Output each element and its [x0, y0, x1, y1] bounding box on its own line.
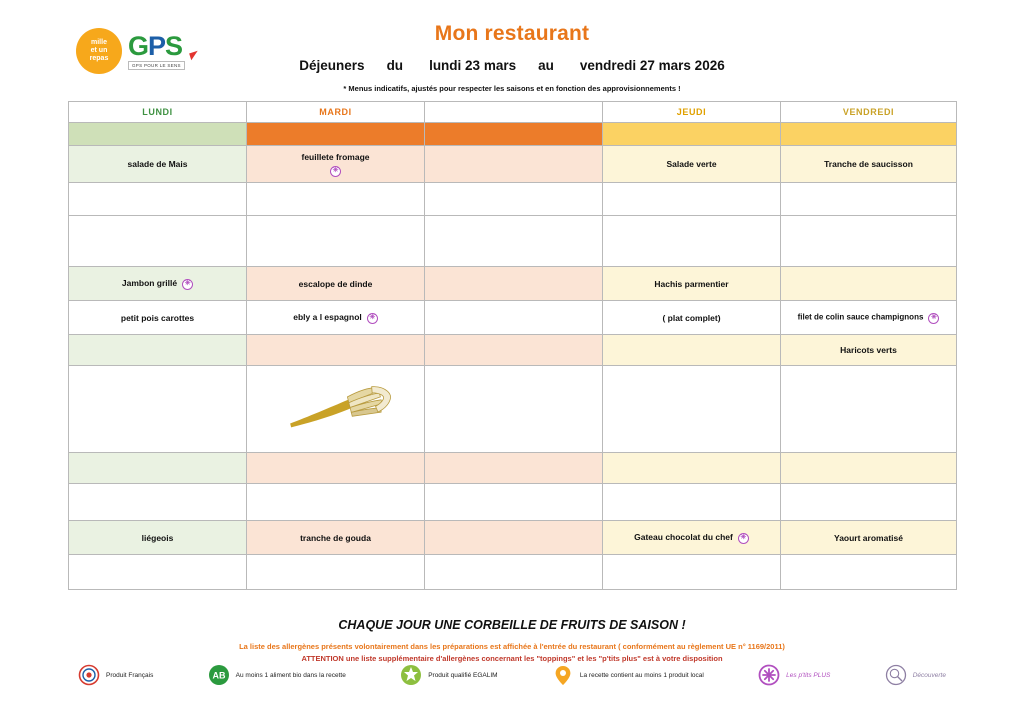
column-header-mercredi: [425, 102, 603, 123]
menu-cell-plat-lundi: [69, 267, 247, 301]
logo-mille-line3: repas: [89, 55, 109, 62]
attention-note: ATTENTION une liste supplémentaire d'allergènes concernant les "toppings" et les "p'tits plus" est à votre disposition: [301, 654, 723, 663]
legend-label: Produit qualifié EGALIM: [428, 671, 498, 679]
menu-cell-garniture-mardi: [247, 301, 425, 335]
menu-item-label: ebly a l espagnol: [293, 311, 362, 322]
gps-letter-g: G: [128, 30, 149, 61]
table-row: [69, 301, 957, 335]
ptits-plus-icon: [330, 166, 341, 177]
menu-cell: [425, 183, 603, 216]
menu-cell: [69, 183, 247, 216]
menu-cell: [425, 484, 603, 521]
table-row: [69, 555, 957, 590]
fork-icon: [276, 382, 396, 436]
menu-cell: [69, 453, 247, 484]
local-pin-icon: [552, 664, 574, 686]
menu-cell: [69, 555, 247, 590]
logo-mille-line2: et un: [90, 47, 108, 54]
menu-cell: [781, 484, 957, 521]
menu-cell: [603, 335, 781, 366]
menu-cell: [781, 555, 957, 590]
date-range-start: lundi 23 mars: [429, 58, 517, 73]
menu-item-label: Gateau chocolat du chef: [634, 531, 733, 542]
menu-cell: [247, 216, 425, 267]
egalim-icon: [400, 664, 422, 686]
weekly-menu-table: [68, 101, 957, 590]
menu-cell: [425, 555, 603, 590]
legend-bar: [0, 664, 1024, 686]
menu-cell: [781, 183, 957, 216]
menu-cell: [69, 123, 247, 146]
menu-cell-dessert-mercredi: [425, 521, 603, 555]
column-header-jeudi: JEUDI: [603, 102, 781, 123]
date-range-du: du: [386, 58, 404, 73]
table-row: [69, 183, 957, 216]
menu-cell: [603, 453, 781, 484]
menu-cell: [69, 484, 247, 521]
gps-logo-text: [128, 30, 183, 61]
menu-cell: [69, 335, 247, 366]
menu-cell-legume-vendredi: Haricots verts: [781, 335, 957, 366]
menu-cell: [247, 484, 425, 521]
legend-item-bio: [208, 664, 346, 686]
table-row: [69, 123, 957, 146]
menu-cell: [603, 555, 781, 590]
menu-cell: [247, 453, 425, 484]
table-row: [69, 335, 957, 366]
menu-cell: [425, 366, 603, 453]
legend-label: Découverte: [912, 671, 946, 679]
menu-cell: [781, 216, 957, 267]
legend-label: La recette contient au moins 1 produit local: [579, 671, 704, 679]
page-header: [0, 0, 1024, 96]
menu-cell-garniture-lundi: petit pois carottes: [69, 301, 247, 335]
legend-label: Au moins 1 aliment bio dans la recette: [235, 671, 346, 679]
allergenes-note: La liste des allergènes présents volontairement dans les préparations est affichée à l'entrée du restaurant ( conformément au règlement UE n° 1169/2011): [239, 642, 785, 651]
menu-cell: [247, 183, 425, 216]
menu-cell: [247, 123, 425, 146]
gps-logo-subtitle: GPS POUR LE SENS: [128, 61, 185, 70]
page-title: Mon restaurant: [434, 22, 590, 45]
menu-cell: [69, 366, 247, 453]
bio-ab-icon: [208, 664, 230, 686]
gps-letter-p: P: [148, 30, 166, 61]
fruit-basket-note: CHAQUE JOUR UNE CORBEILLE DE FRUITS DE SAISON !: [338, 618, 686, 632]
ptits-plus-icon: [928, 313, 939, 324]
column-header-mardi: MARDI: [247, 102, 425, 123]
table-row: [69, 366, 957, 453]
menu-cell-entree-jeudi: Salade verte: [603, 146, 781, 183]
menu-cell-garniture-jeudi: ( plat complet): [603, 301, 781, 335]
table-row: [69, 267, 957, 301]
legend-item-produit-francais: [78, 664, 153, 686]
date-range-label: Déjeuners: [299, 58, 365, 73]
menu-cell: [603, 123, 781, 146]
menu-cell-plat-mardi: escalope de dinde: [247, 267, 425, 301]
menu-cell-garniture-vendredi: [781, 301, 957, 335]
menu-cell: [781, 123, 957, 146]
legend-item-produit-local: [552, 664, 704, 686]
legend-label: Les p'tits PLUS: [786, 671, 831, 679]
legend-item-egalim: [400, 664, 497, 686]
menu-cell-plat-jeudi: Hachis parmentier: [603, 267, 781, 301]
menu-cell: [603, 216, 781, 267]
table-row: [69, 453, 957, 484]
ptits-plus-icon: [758, 664, 780, 686]
gps-logo: [128, 30, 185, 70]
logo-group: [76, 28, 185, 74]
menu-cell: [425, 453, 603, 484]
menu-cell: [781, 453, 957, 484]
table-header-row: [69, 102, 957, 123]
table-row: [69, 146, 957, 183]
gps-letter-s: S: [165, 30, 183, 61]
menu-cell-dessert-jeudi: [603, 521, 781, 555]
menu-cell: [603, 366, 781, 453]
menu-cell-plat-vendredi: [781, 267, 957, 301]
menu-cell: [69, 216, 247, 267]
ptits-plus-icon: [182, 279, 193, 290]
menu-cell: [425, 216, 603, 267]
menu-cell: [603, 183, 781, 216]
table-row: [69, 216, 957, 267]
ptits-plus-icon: [367, 313, 378, 324]
menu-cell: [603, 484, 781, 521]
date-range-end: vendredi 27 mars 2026: [579, 58, 725, 73]
mille-et-un-repas-logo: [76, 28, 122, 74]
menu-cell-entree-mardi: [247, 146, 425, 183]
legend-item-ptits-plus: [758, 664, 830, 686]
menu-cell-garniture-mercredi: [425, 301, 603, 335]
legend-item-decouverte: [885, 664, 946, 686]
menu-cell: [781, 366, 957, 453]
page-footer: [0, 612, 1024, 663]
table-row: [69, 521, 957, 555]
menu-cell: [247, 555, 425, 590]
produit-francais-icon: [78, 664, 100, 686]
date-range-au: au: [538, 58, 554, 73]
table-row: [69, 484, 957, 521]
ptits-plus-icon: [738, 533, 749, 544]
menu-note: * Menus indicatifs, ajustés pour respecter les saisons et en fonction des approvisionnements !: [343, 84, 681, 93]
menu-cell-plat-mercredi: [425, 267, 603, 301]
menu-cell: [425, 123, 603, 146]
svg-text:AB: AB: [212, 670, 226, 681]
menu-cell-entree-vendredi: Tranche de saucisson: [781, 146, 957, 183]
table-body: [69, 123, 957, 590]
menu-item-label: Jambon grillé: [121, 277, 178, 288]
logo-mille-line1: mille: [91, 39, 107, 46]
decouverte-icon: [885, 664, 907, 686]
menu-cell-dessert-vendredi: Yaourt aromatisé: [781, 521, 957, 555]
menu-cell-entree-lundi: salade de Mais: [69, 146, 247, 183]
menu-cell: [247, 335, 425, 366]
menu-cell-entree-mercredi: [425, 146, 603, 183]
legend-label: Produit Français: [106, 671, 154, 679]
column-header-lundi: LUNDI: [69, 102, 247, 123]
column-header-vendredi: VENDREDI: [781, 102, 957, 123]
menu-item-label: filet de colin sauce champignons: [797, 312, 924, 322]
menu-cell-dessert-mardi: tranche de gouda: [247, 521, 425, 555]
menu-cell: [425, 335, 603, 366]
menu-cell-dessert-lundi: liégeois: [69, 521, 247, 555]
fork-illustration-cell: [247, 366, 425, 453]
menu-item-label: feuillete fromage: [301, 152, 370, 162]
